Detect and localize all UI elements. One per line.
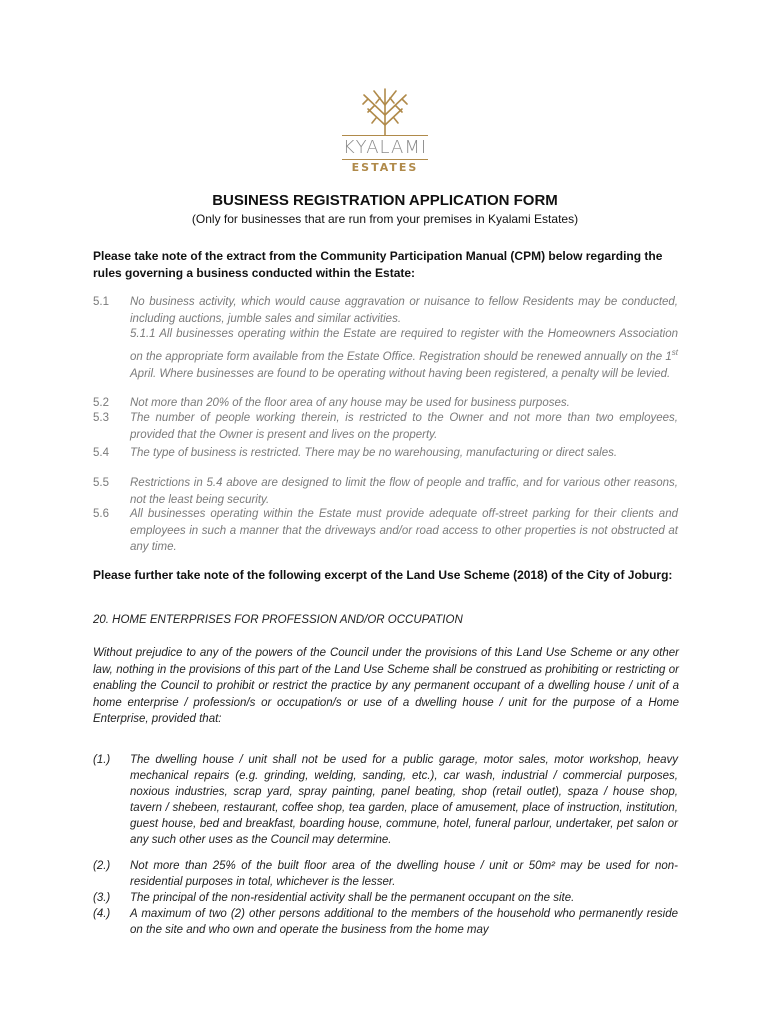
section-heading: 20. HOME ENTERPRISES FOR PROFESSION AND/OR OCCUPATION bbox=[93, 614, 463, 626]
rule-number: 5.5 bbox=[93, 477, 109, 489]
condition-item bbox=[93, 858, 678, 890]
kyalami-estates-logo bbox=[330, 85, 440, 180]
cpm-rule bbox=[93, 445, 678, 462]
condition-item bbox=[93, 890, 678, 906]
land-use-notice: Please further take note of the following excerpt of the Land Use Scheme (2018) of the City of Joburg: bbox=[93, 568, 673, 582]
rule-number: 5.1 bbox=[93, 296, 109, 308]
condition-text: The principal of the non-residential activity shall be the permanent occupant on the site. bbox=[130, 892, 575, 904]
cpm-rule bbox=[93, 410, 678, 443]
condition-text: The dwelling house / unit shall not be used for a public garage, motor sales, motor workshop, heavy mechanical repairs (e.g. grinding, welding, sanding, etc.), car wash, industrial / commercial purposes, noxious industries, scrap yard, spray painting, panel beating, shop (retail outlet), spaza / house shop, tavern / shebeen, restaurant, coffee shop, tea garden, place of amusement, place of instruction, institution, guest house, bed and breakfast, boarding house, commune, hotel, funeral parlour, undertaker, pet salon or any such other uses as the Council may determine. bbox=[130, 754, 678, 846]
condition-number: (3.) bbox=[93, 892, 111, 904]
intro-paragraph: Without prejudice to any of the powers of the Council under the provisions of this Land Use Scheme or any other law, nothing in the provisions of this part of the Land Use Scheme shall be construed as prohibiting or restricting or enabling the Council to prohibit or restrict the practice by any permanent occupant of a dwelling house / unit of a home enterprise / profession/s or occupation/s or use of a dwelling house / unit for the purpose of a Home Enterprise, provided that: bbox=[93, 647, 679, 725]
rule-511-text-after: April. Where businesses are found to be operating without having been registered, a penalty will be levied. bbox=[130, 367, 671, 380]
logo-subtitle: ESTATES bbox=[351, 161, 419, 174]
rule-text: Restrictions in 5.4 above are designed to limit the flow of people and traffic, and for various other reasons, not the least being security. bbox=[130, 477, 678, 506]
condition-item bbox=[93, 906, 678, 938]
logo-name: KYALAMI bbox=[342, 137, 428, 158]
condition-item bbox=[93, 752, 678, 848]
form-title: BUSINESS REGISTRATION APPLICATION FORM bbox=[212, 192, 558, 209]
logo-rule-bottom bbox=[342, 159, 428, 160]
rule-text: The number of people working therein, is restricted to the Owner and not more than two employees, provided that the Owner is present and lives on the property. bbox=[130, 412, 678, 441]
rule-text: The type of business is restricted. There may be no warehousing, manufacturing or direct sales. bbox=[130, 447, 618, 459]
logo-rule-top bbox=[342, 135, 428, 136]
cpm-rule-5-1-1 bbox=[130, 326, 678, 383]
rule-511-sup: st bbox=[671, 347, 678, 357]
rule-number: 5.2 bbox=[93, 397, 109, 409]
rule-number: 5.6 bbox=[93, 508, 109, 520]
condition-text: A maximum of two (2) other persons additional to the members of the household who permanently reside on the site and who own and operate the business from the home may bbox=[130, 908, 678, 936]
rule-text: Not more than 20% of the floor area of any house may be used for business purposes. bbox=[130, 397, 570, 409]
cpm-notice: Please take note of the extract from the Community Participation Manual (CPM) below regarding the rules governing a business conducted within the Estate: bbox=[93, 249, 663, 280]
rule-511-text: 5.1.1 All businesses operating within the Estate are required to register with the Homeowners Association on the appropriate form available from the Estate Office. Registration should be renewed annually on the 1 bbox=[130, 328, 678, 363]
rule-number: 5.3 bbox=[93, 412, 109, 424]
rule-text: All businesses operating within the Estate must provide adequate off-street parking for their clients and employees in such a manner that the driveways and/or road access to other properties is not obstructed at any time. bbox=[130, 508, 678, 553]
tree-icon bbox=[354, 85, 416, 135]
condition-number: (2.) bbox=[93, 860, 111, 872]
condition-text: Not more than 25% of the built floor area of the dwelling house / unit or 50m² may be used for non-residential purposes in total, whichever is the lesser. bbox=[130, 860, 678, 888]
rule-number: 5.4 bbox=[93, 447, 109, 459]
rule-text: No business activity, which would cause aggravation or nuisance to fellow Residents may be conducted, including auctions, jumble sales and similar activities. bbox=[130, 296, 678, 325]
condition-number: (4.) bbox=[93, 908, 111, 920]
condition-number: (1.) bbox=[93, 754, 111, 766]
cpm-rule bbox=[93, 294, 678, 327]
cpm-rule bbox=[93, 506, 678, 556]
form-subtitle: (Only for businesses that are run from your premises in Kyalami Estates) bbox=[191, 212, 579, 226]
cpm-rule bbox=[93, 475, 678, 508]
